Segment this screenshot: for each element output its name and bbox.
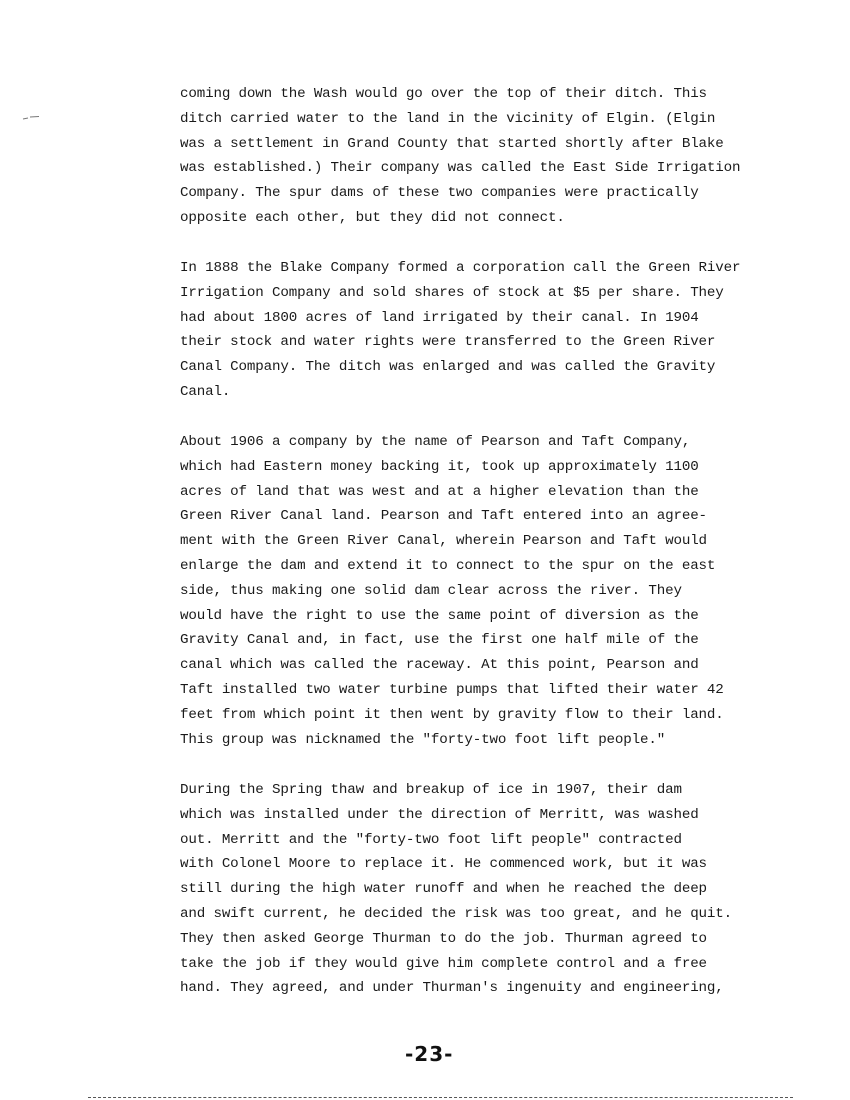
text-line: enlarge the dam and extend it to connect to the spur on the east [180, 557, 716, 574]
text-line: Gravity Canal and, in fact, use the first one half mile of the [180, 632, 699, 649]
text-line: Irrigation Company and sold shares of stock at $5 per share. They [180, 284, 724, 301]
paragraph-2 [180, 256, 780, 405]
paragraph-1 [180, 82, 780, 231]
text-line: side, thus making one solid dam clear across the river. They [180, 582, 682, 599]
text-line: They then asked George Thurman to do the job. Thurman agreed to [180, 930, 707, 947]
text-line: was established.) Their company was called the East Side Irrigation [180, 160, 741, 177]
text-line: Company. The spur dams of these two companies were practically [180, 185, 699, 202]
text-line: their stock and water rights were transferred to the Green River [180, 334, 716, 351]
text-line: In 1888 the Blake Company formed a corporation call the Green River [180, 260, 741, 276]
text-line: ment with the Green River Canal, wherein Pearson and Taft would [180, 533, 707, 550]
text-line: which had Eastern money backing it, took up approximately 1100 [180, 458, 699, 475]
text-line: Canal Company. The ditch was enlarged and was called the Gravity [180, 359, 716, 376]
footer-rule [88, 1097, 793, 1098]
text-line: acres of land that was west and at a higher elevation than the [180, 483, 699, 500]
text-line: opposite each other, but they did not connect. [180, 209, 565, 226]
text-line: with Colonel Moore to replace it. He commenced work, but it was [180, 856, 707, 873]
text-line: Green River Canal land. Pearson and Taft entered into an agree- [180, 508, 707, 525]
text-line: had about 1800 acres of land irrigated by their canal. In 1904 [180, 309, 699, 326]
page-number: -23- [405, 1042, 454, 1066]
text-line: was a settlement in Grand County that started shortly after Blake [180, 135, 724, 152]
text-line: During the Spring thaw and breakup of ice in 1907, their dam [180, 782, 682, 798]
paragraph-4 [180, 778, 780, 1001]
text-line: coming down the Wash would go over the top of their ditch. This [180, 86, 707, 102]
text-line: feet from which point it then went by gravity flow to their land. [180, 706, 724, 723]
text-line: still during the high water runoff and when he reached the deep [180, 881, 707, 898]
text-line: hand. They agreed, and under Thurman's ingenuity and engineering, [180, 980, 724, 997]
text-line: take the job if they would give him complete control and a free [180, 955, 707, 972]
text-line: canal which was called the raceway. At this point, Pearson and [180, 657, 699, 674]
text-line: and swift current, he decided the risk was too great, and he quit. [180, 905, 733, 922]
text-line: would have the right to use the same point of diversion as the [180, 607, 699, 624]
paragraph-3 [180, 430, 780, 752]
text-line: This group was nicknamed the "forty-two foot lift people." [180, 731, 666, 748]
text-line: Taft installed two water turbine pumps that lifted their water 42 [180, 681, 724, 698]
margin-mark [22, 115, 40, 121]
text-line: which was installed under the direction of Merritt, was washed [180, 806, 699, 823]
text-line: Canal. [180, 383, 231, 400]
text-line: About 1906 a company by the name of Pearson and Taft Company, [180, 434, 691, 450]
text-line: out. Merritt and the "forty-two foot lift people" contracted [180, 831, 682, 848]
text-line: ditch carried water to the land in the vicinity of Elgin. (Elgin [180, 110, 716, 127]
